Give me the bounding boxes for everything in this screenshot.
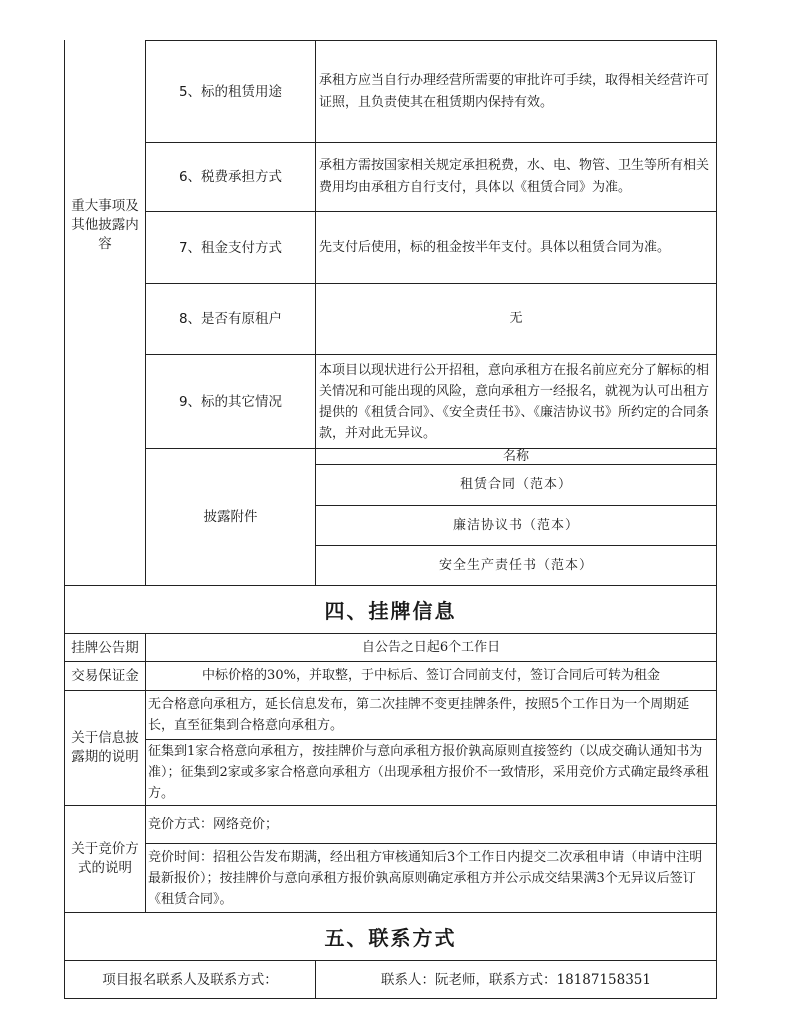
section5-title: 五、联系方式 <box>324 926 457 950</box>
section4-title: 四、挂牌信息 <box>324 599 457 623</box>
disclosure-label: 关于信息披露期的说明 <box>71 730 139 765</box>
row-content-other: 本项目以现状进行公开招租，意向承租方在报名前应充分了解标的相关情况和可能出现的风险，意向承租方一经报名，就视为认可出租方提供的《租赁合同》、《安全责任书》、《廉洁协议书》所约定的合同条款，并对此无异议。 <box>319 362 710 441</box>
listing-period-label: 挂牌公告期 <box>71 639 139 656</box>
row-label-tax: 6、税费承担方式 <box>178 169 283 185</box>
attachment-item[interactable]: 租赁合同（范本） <box>459 477 572 492</box>
attachments-label: 披露附件 <box>203 509 258 525</box>
row-label-usage: 5、标的租赁用途 <box>178 83 283 100</box>
row-label-tenant: 8、是否有原租户 <box>178 311 283 327</box>
contact-value: 联系人：阮老师，联系方式：18187158351 <box>381 971 651 988</box>
deposit-label: 交易保证金 <box>71 668 139 684</box>
row-content-usage: 承租方应当自行办理经营所需要的审批许可手续，取得相关经营许可证照，且负责使其在租赁期内保持有效。 <box>319 72 710 110</box>
attachments-header: 名称 <box>502 449 529 464</box>
listing-period-value: 自公告之日起6个工作日 <box>361 639 501 655</box>
row-content-tenant: 无 <box>509 311 523 326</box>
group-label: 重大事项及其他披露内容 <box>71 197 139 252</box>
bidding-text-2: 竞价时间：招租公告发布期满，经出租方审核通知后3个工作日内提交二次承租申请（申请中注明最新报价）；按挂牌价与意向承租方报价孰高原则确定承租方并公示成交结果满3个无异议后签订《租赁合同》。 <box>148 849 703 907</box>
deposit-value: 中标价格的30%，并取整，于中标后、签订合同前支付，签订合同后可转为租金 <box>202 668 660 683</box>
row-label-payment: 7、租金支付方式 <box>178 239 283 256</box>
row-content-tax: 承租方需按国家相关规定承担税费，水、电、物管、卫生等所有相关费用均由承租方自行支付，具体以《租赁合同》为准。 <box>319 158 710 195</box>
row-content-payment: 先支付后使用，标的租金按半年支付。具体以租赁合同为准。 <box>319 239 671 255</box>
contact-label: 项目报名联系人及联系方式： <box>102 971 278 988</box>
row-label-other: 9、标的其它情况 <box>178 393 283 410</box>
disclosure-text-2: 征集到1家合格意向承租方，按挂牌价与意向承租方报价孰高原则直接签约（以成交确认通知书为准）；征集到2家或多家合格意向承租方（出现承租方报价不一致情形，采用竞价方式确定最终承租方。 <box>148 744 709 801</box>
bidding-text-1: 竞价方式：网络竞价； <box>148 816 279 832</box>
bidding-label: 关于竞价方式的说明 <box>71 841 139 876</box>
attachment-item[interactable]: 廉洁协议书（范本） <box>452 517 579 533</box>
attachment-item[interactable]: 安全生产责任书（范本） <box>438 557 593 573</box>
disclosure-text-1: 无合格意向承租方，延长信息发布，第二次挂牌不变更挂牌条件，按照5个工作日为一个周期延长，直至征集到合格意向承租方。 <box>148 697 690 733</box>
